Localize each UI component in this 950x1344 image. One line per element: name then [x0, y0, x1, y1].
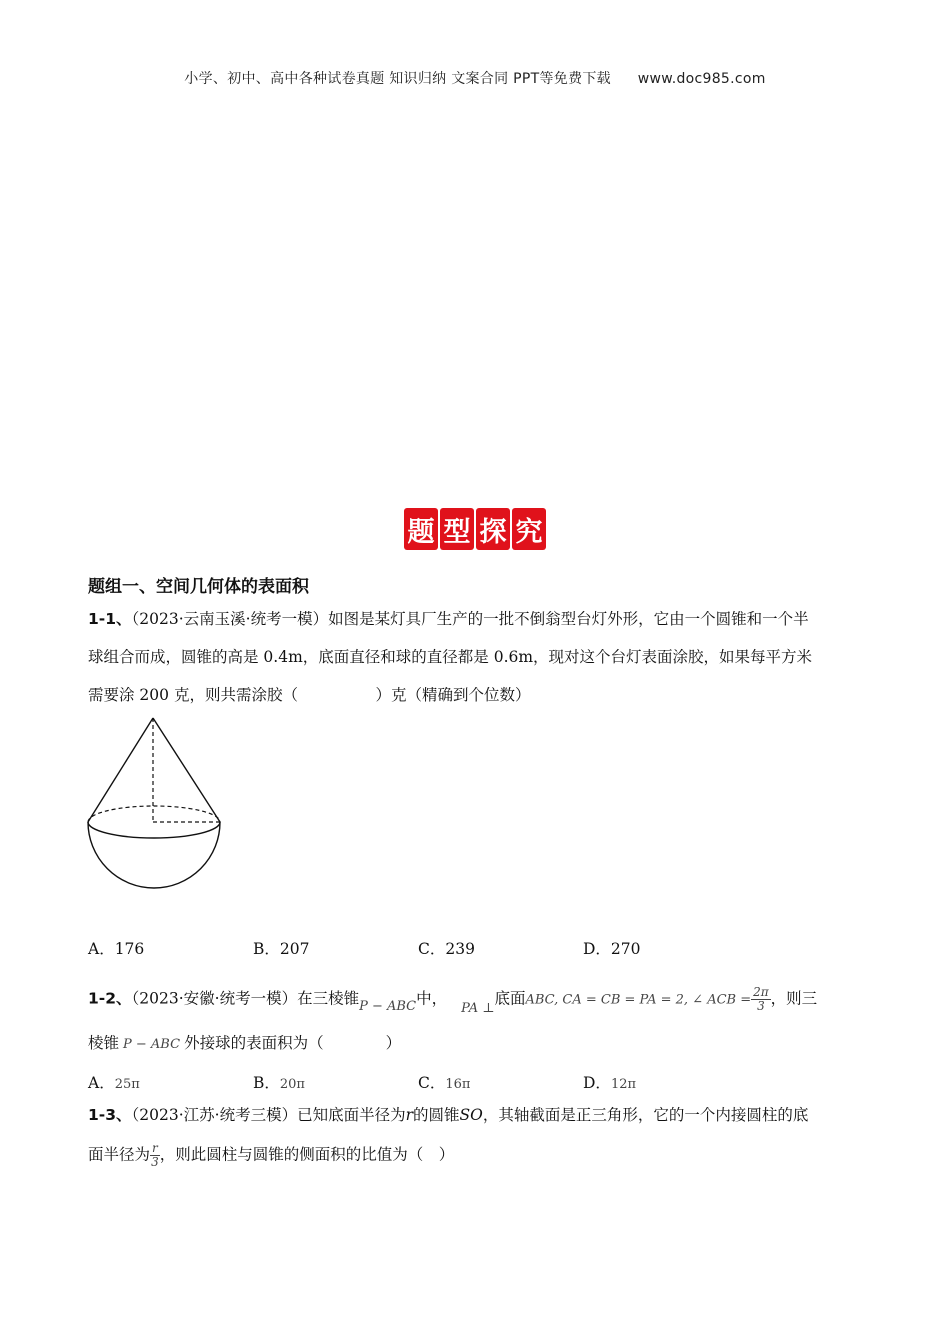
banner-char: 探 [476, 508, 510, 550]
question-text: ，则三 [770, 989, 818, 1008]
banner-char: 型 [440, 508, 474, 550]
question-text: ，则此圆柱与圆锥的侧面积的比值为（ ） [159, 1145, 455, 1164]
option-value: 20π [279, 1077, 305, 1092]
question-text: 外接球的表面积为（ ） [184, 1034, 402, 1052]
question-number: 1-2、 [88, 989, 132, 1008]
question-text: （2023·安徽·统考一模）在三棱锥 [131, 989, 360, 1008]
option-d[interactable] [583, 1071, 636, 1093]
question-text: （2023·江苏·统考三模）已知底面半径为 [131, 1106, 406, 1124]
page-header [0, 68, 950, 88]
fraction [150, 1142, 160, 1169]
question-text: 面半径为 [88, 1145, 151, 1164]
question-text: 中， [416, 989, 448, 1008]
math-expression: P − ABC [123, 1037, 181, 1052]
math-expression: P − ABC [359, 998, 417, 1014]
cone-hemisphere-figure [80, 712, 230, 902]
option-label: B． [253, 1074, 280, 1092]
question-text: 的圆锥 [413, 1106, 460, 1124]
question-1-3-line-1 [88, 1108, 863, 1124]
question-1-2-line-1 [88, 985, 863, 1016]
question-text: 棱锥 [88, 1034, 120, 1052]
fraction-denominator: 3 [757, 999, 765, 1014]
fraction-denominator: 3 [151, 1155, 159, 1170]
option-c[interactable]: C．239 [418, 940, 475, 958]
option-label: A． [88, 1074, 115, 1092]
question-1-3-line-2 [88, 1142, 863, 1169]
question-1-1-line-2: 球组合而成，圆锥的高是 0.4m，底面直径和球的直径都是 0.6m，现对这个台灯表面涂胶，如果每平方米 [88, 648, 813, 666]
question-1-2-line-2 [88, 1036, 863, 1052]
question-text: （2023·云南玉溪·统考一模）如图是某灯具厂生产的一批不倒翁型台灯外形，它由一个圆锥和一个半 [131, 610, 809, 628]
question-number: 1-1、 [88, 610, 132, 628]
fraction [751, 986, 771, 1013]
option-label: C． [418, 1074, 446, 1092]
option-b[interactable] [253, 1071, 305, 1093]
question-1-1-options [88, 937, 788, 957]
option-value: 25π [114, 1077, 140, 1092]
option-value: 12π [610, 1077, 637, 1092]
fraction-numerator: r [152, 1141, 158, 1155]
option-value: 16π [445, 1077, 471, 1092]
header-text: 小学、初中、高中各种试卷真题 知识归纳 文案合同 PPT等免费下载 [184, 71, 611, 87]
question-text: 底面 [494, 989, 526, 1008]
option-label: D． [583, 1074, 611, 1092]
math-expression: PA ⊥ [461, 1000, 495, 1016]
math-variable: r [405, 1106, 413, 1124]
banner-char: 究 [512, 508, 546, 550]
header-url[interactable]: www.doc985.com [637, 71, 766, 87]
fraction-numerator: 2π [753, 985, 769, 999]
option-d[interactable]: D．270 [583, 940, 641, 958]
question-text: ，其轴截面是正三角形，它的一个内接圆柱的底 [482, 1106, 809, 1124]
option-c[interactable] [418, 1071, 470, 1093]
question-number: 1-3、 [88, 1106, 132, 1124]
option-a[interactable] [88, 1071, 140, 1093]
option-a[interactable]: A．176 [88, 940, 145, 958]
question-1-1-line-3: 需要涂 200 克，则共需涂胶（ ）克（精确到个位数） [88, 686, 531, 704]
section-banner [404, 508, 546, 550]
question-1-1-line-1 [88, 612, 863, 628]
section-title: 题组一、空间几何体的表面积 [88, 577, 309, 597]
option-b[interactable]: B．207 [253, 940, 310, 958]
question-1-2-options [88, 1071, 788, 1091]
math-expression: ABC, CA = CB = PA = 2, ∠ ACB = [525, 992, 752, 1008]
banner-char: 题 [404, 508, 438, 550]
math-variable: SO [459, 1106, 483, 1124]
